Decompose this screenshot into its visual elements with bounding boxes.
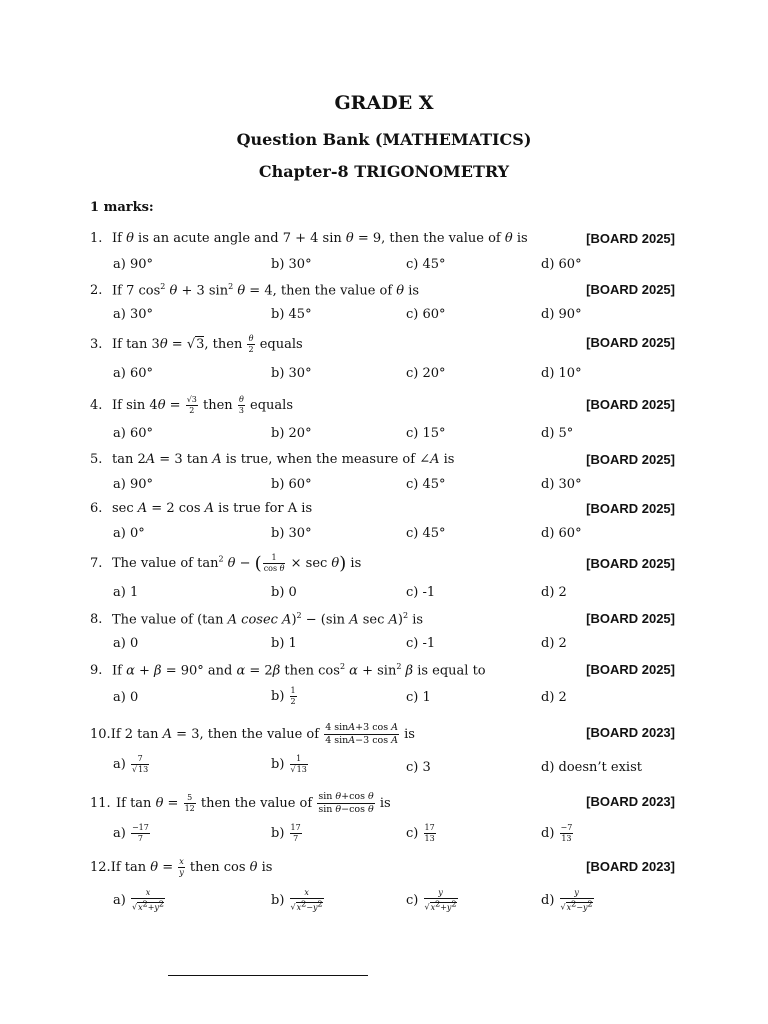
question-number: 4. xyxy=(90,398,103,413)
option-label: b) xyxy=(271,892,285,908)
question-5: 5. tan 2A = 3 tan A is true, when the measure of ∠A is xyxy=(90,452,455,467)
question-9: 9. If α + β = 90° and α = 2β then $\cos^2 \alpha + \sin^2 \beta$ is equal to xyxy=(90,662,486,679)
option-label: b) xyxy=(271,689,285,704)
option-a: a) 60° xyxy=(113,426,153,441)
option-label: b) xyxy=(271,826,285,841)
board-tag: [BOARD 2023] xyxy=(586,859,675,874)
question-2: 2. If 7 $\cos^2 \theta + 3$ $\sin^2 \theta = 4$, then the value of θ is xyxy=(90,282,420,299)
option-label: b) xyxy=(271,757,285,772)
option-d: d) 2 xyxy=(541,585,567,600)
option-c: c) $\frac{17}{13}$ xyxy=(406,823,435,843)
option-a: a) $\frac{-17}{7}$ xyxy=(113,823,149,843)
board-tag: [BOARD 2025] xyxy=(586,662,675,677)
question-number: 7. xyxy=(90,556,103,571)
board-tag: [BOARD 2025] xyxy=(586,335,675,350)
option-c: c) 3 xyxy=(406,760,431,775)
question-6: 6. sec A = 2 cos A is true for A is xyxy=(90,501,313,516)
option-a: a) 0 xyxy=(113,690,139,705)
option-d: d) 2 xyxy=(541,636,567,651)
option-c: c) 45° xyxy=(406,257,446,272)
board-tag: [BOARD 2025] xyxy=(586,452,675,467)
question-number: 1. xyxy=(90,231,103,246)
option-a: a) 0° xyxy=(113,526,145,541)
option-b: b) 20° xyxy=(271,426,312,441)
footnote-separator xyxy=(168,975,368,976)
option-b: b) 60° xyxy=(271,477,312,492)
option-c: c) -1 xyxy=(406,636,436,651)
option-d: d) 2 xyxy=(541,690,567,705)
board-tag: [BOARD 2025] xyxy=(586,611,675,626)
option-b: b) 30° xyxy=(271,366,312,381)
option-d: d) 90° xyxy=(541,307,582,322)
option-c: c) $\frac{y}{√x^2+y^2}$ xyxy=(406,888,457,912)
option-a: a) 90° xyxy=(113,257,153,272)
board-tag: [BOARD 2025] xyxy=(586,231,675,246)
option-label: a) xyxy=(113,826,126,841)
question-3: 3. If tan 3θ = √3, then $\frac{\theta}{2}$ equals xyxy=(90,334,303,354)
option-b: b) $\frac{17}{7}$ xyxy=(271,823,301,843)
option-c: c) 20° xyxy=(406,366,446,381)
option-label: a) xyxy=(113,892,126,908)
option-b: b) 30° xyxy=(271,257,312,272)
option-a: a) 90° xyxy=(113,477,153,492)
question-number: 8. xyxy=(90,612,103,628)
option-c: c) -1 xyxy=(406,585,436,600)
question-4: 4. If sin 4θ = $\frac{√3}{2}$ then $\frac{\theta}{3}$ equals xyxy=(90,395,294,415)
question-number: 5. xyxy=(90,452,103,467)
question-12: 12.If tan θ = $\frac{x}{y}$ then cos θ is xyxy=(90,857,273,877)
question-8: 8. The value of (tan A cosec A)$^2$ − (sin A sec A)$^2$ is xyxy=(90,611,424,628)
option-d: d) doesn’t exist xyxy=(541,760,642,775)
option-d: d) 60° xyxy=(541,526,582,541)
option-c: c) 45° xyxy=(406,477,446,492)
question-number: 2. xyxy=(90,283,103,299)
option-c: c) 15° xyxy=(406,426,446,441)
option-b: b) 1 xyxy=(271,636,297,651)
option-a: a) 30° xyxy=(113,307,153,322)
option-d: d) $\frac{-7}{13}$ xyxy=(541,823,573,843)
option-label: d) xyxy=(541,892,555,908)
option-a: a) 1 xyxy=(113,585,139,600)
option-a: a) 60° xyxy=(113,366,153,381)
option-d: d) 60° xyxy=(541,257,582,272)
question-7: 7. The value of $\tan^2 \theta$ − ( $\frac{1}{\text{cos θ}}$ × sec θ) is xyxy=(90,553,362,574)
question-10: 10.If 2 tan A = 3, then the value of $\frac{\text{4 sinA+3 cos A}}{\text{4 sinA−3 cos A}}$ is xyxy=(90,722,415,746)
question-1: 1. If θ is an acute angle and 7 + 4 sin θ = 9, then the value of θ is xyxy=(90,231,528,246)
option-b: b) $\frac{1}{√13}$ xyxy=(271,754,307,774)
option-b: b) $\frac{x}{√x^2-y^2}$ xyxy=(271,888,323,912)
option-a: a) $\frac{x}{√x^2+y^2}$ xyxy=(113,888,165,912)
chapter-title: Chapter-8 TRIGONOMETRY xyxy=(258,162,510,181)
board-tag: [BOARD 2025] xyxy=(586,501,675,516)
option-c: c) 45° xyxy=(406,526,446,541)
board-tag: [BOARD 2025] xyxy=(586,397,675,412)
option-d: d) 10° xyxy=(541,366,582,381)
option-b: b) 30° xyxy=(271,526,312,541)
grade-title: GRADE X xyxy=(334,92,434,114)
option-d: d) 5° xyxy=(541,426,574,441)
option-label: c) xyxy=(406,892,419,908)
option-d: d) 30° xyxy=(541,477,582,492)
board-tag: [BOARD 2025] xyxy=(586,556,675,571)
option-b: b) $\frac{1}{2}$ xyxy=(271,686,296,706)
marks-heading: 1 marks: xyxy=(90,200,154,215)
question-number: 12. xyxy=(90,860,111,875)
option-label: a) xyxy=(113,757,126,772)
question-number: 3. xyxy=(90,337,103,352)
option-label: d) xyxy=(541,826,555,841)
option-b: b) 0 xyxy=(271,585,297,600)
board-tag: [BOARD 2025] xyxy=(586,282,675,297)
board-tag: [BOARD 2023] xyxy=(586,725,675,740)
question-number: 10. xyxy=(90,727,111,742)
option-c: c) 60° xyxy=(406,307,446,322)
subject-title: Question Bank (MATHEMATICS) xyxy=(236,130,532,149)
option-a: a) $\frac{7}{√13}$ xyxy=(113,754,149,774)
question-number: 6. xyxy=(90,501,103,516)
question-number: 11. xyxy=(90,796,111,811)
question-number: 9. xyxy=(90,663,103,679)
option-d: d) $\frac{y}{√x^2-y^2}$ xyxy=(541,888,593,912)
option-label: c) xyxy=(406,826,419,841)
question-11: 11. If tan θ = $\frac{5}{12}$ then the value of $\frac{\text{sin θ+cos θ}}{\text{sin θ−cos θ}}$ is xyxy=(90,791,391,815)
board-tag: [BOARD 2023] xyxy=(586,794,675,809)
option-b: b) 45° xyxy=(271,307,312,322)
option-a: a) 0 xyxy=(113,636,139,651)
option-c: c) 1 xyxy=(406,690,431,705)
